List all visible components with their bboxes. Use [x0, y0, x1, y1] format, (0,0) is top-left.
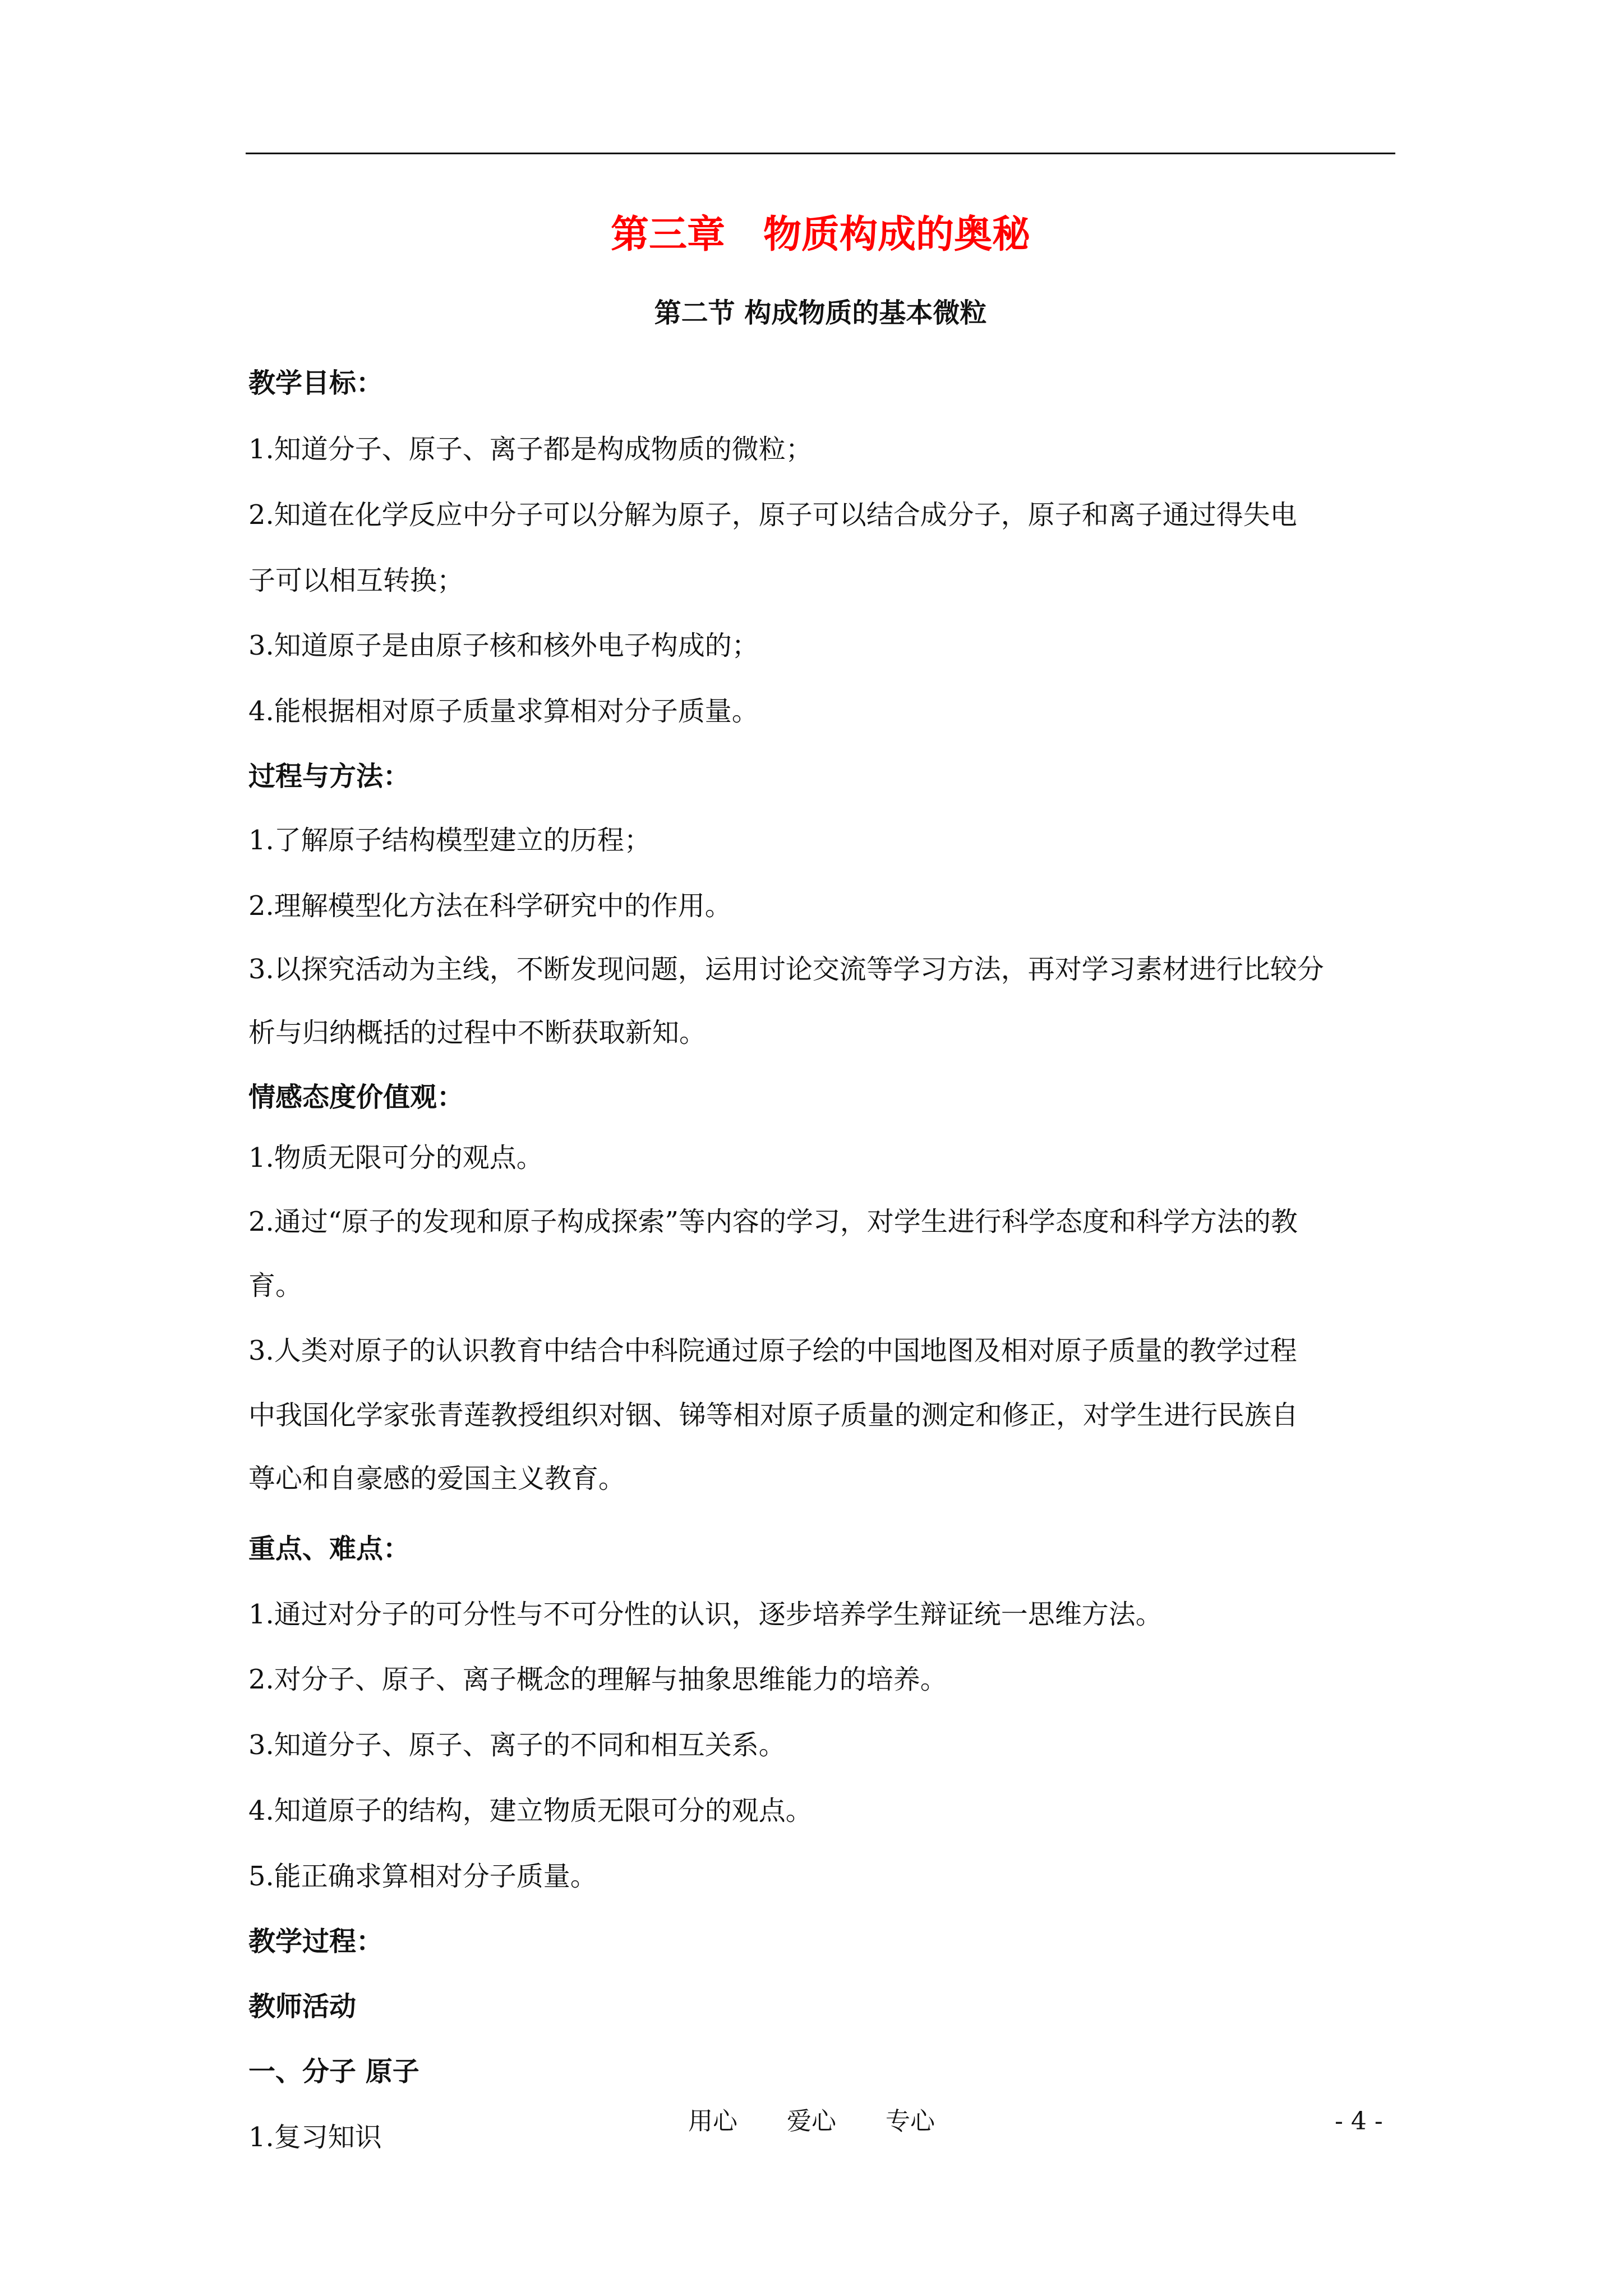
body-line: 1.物质无限可分的观点。: [248, 1142, 543, 1174]
body-line: 3.知道分子、原子、离子的不同和相互关系。: [248, 1729, 786, 1761]
body-line: 2.理解模型化方法在科学研究中的作用。: [248, 890, 732, 922]
section-title: 第二节 构成物质的基本微粒: [654, 297, 987, 329]
body-line: 中我国化学家张青莲教授组织对铟、锑等相对原子质量的测定和修正，对学生进行民族自: [248, 1400, 1299, 1431]
section-heading: 教学目标：: [248, 367, 384, 399]
body-line: 2.知道在化学反应中分子可以分解为原子，原子可以结合成分子，原子和离子通过得失电: [248, 499, 1297, 531]
section-heading: 一、分子 原子: [248, 2056, 419, 2087]
body-line: 育。: [248, 1270, 303, 1301]
body-line: 4.能根据相对原子质量求算相对分子质量。: [248, 696, 759, 727]
section-heading: 情感态度价值观：: [248, 1082, 464, 1113]
header-rule: [246, 153, 1395, 154]
body-line: 子可以相互转换；: [248, 565, 464, 596]
body-line: 1.知道分子、原子、离子都是构成物质的微粒；: [248, 434, 813, 465]
body-line: 1.通过对分子的可分性与不可分性的认识，逐步培养学生辩证统一思维方法。: [248, 1599, 1163, 1630]
chapter-title: 第三章 物质构成的奥秘: [610, 213, 1030, 257]
section-heading: 过程与方法：: [248, 761, 411, 792]
body-line: 2.对分子、原子、离子概念的理解与抽象思维能力的培养。: [248, 1664, 947, 1695]
page-number: - 4 -: [1335, 2107, 1383, 2136]
body-line: 析与归纳概括的过程中不断获取新知。: [248, 1017, 707, 1048]
body-line: 1.复习知识: [248, 2122, 382, 2153]
body-line: 尊心和自豪感的爱国主义教育。: [248, 1463, 626, 1494]
footer-motto: 用心 爱心 专心: [688, 2107, 935, 2136]
body-line: 2.通过“原子的发现和原子构成探索”等内容的学习，对学生进行科学态度和科学方法的教: [248, 1206, 1298, 1237]
body-line: 3.以探究活动为主线，不断发现问题，运用讨论交流等学习方法，再对学习素材进行比较分: [248, 954, 1324, 985]
body-line: 4.知道原子的结构，建立物质无限可分的观点。: [248, 1795, 813, 1826]
section-heading: 教师活动: [248, 1991, 357, 2022]
section-heading: 教学过程：: [248, 1926, 384, 1957]
section-heading: 重点、难点：: [248, 1533, 411, 1565]
body-line: 1.了解原子结构模型建立的历程；: [248, 825, 651, 856]
body-line: 3.人类对原子的认识教育中结合中科院通过原子绘的中国地图及相对原子质量的教学过程: [248, 1335, 1297, 1366]
body-line: 5.能正确求算相对分子质量。: [248, 1861, 597, 1892]
body-line: 3.知道原子是由原子核和核外电子构成的；: [248, 630, 759, 661]
